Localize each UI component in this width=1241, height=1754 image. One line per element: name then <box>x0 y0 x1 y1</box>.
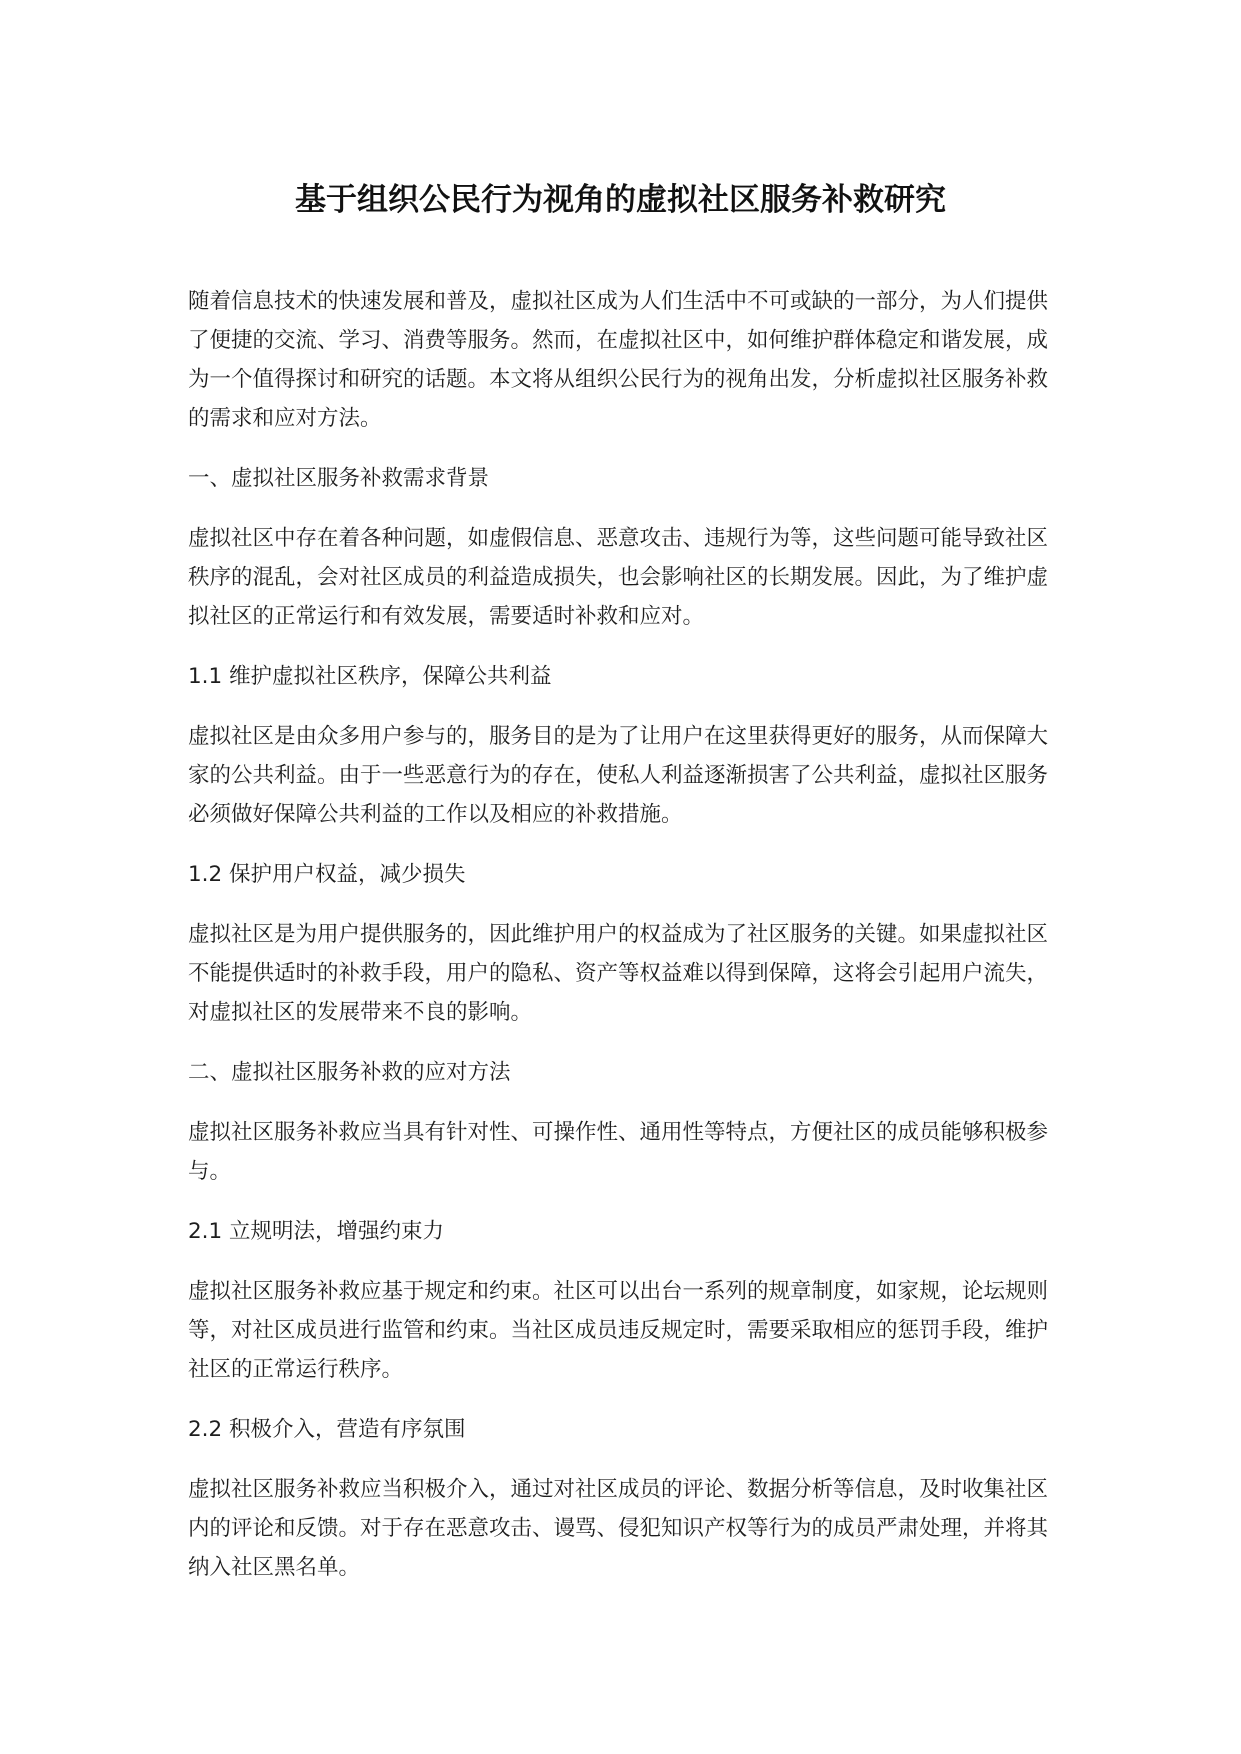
document-body <box>188 282 1058 1608</box>
paragraph-subsection-2-2: 虚拟社区服务补救应当积极介入，通过对社区成员的评论、数据分析等信息，及时收集社区内的评论和反馈。对于存在恶意攻击、谩骂、侵犯知识产权等行为的成员严肃处理，并将其纳入社区黑名单。 <box>188 1477 1049 1580</box>
paragraph-section-1: 虚拟社区中存在着各种问题，如虚假信息、恶意攻击、违规行为等，这些问题可能导致社区秩序的混乱，会对社区成员的利益造成损失，也会影响社区的长期发展。因此，为了维护虚拟社区的正常运行和有效发展，需要适时补救和应对。 <box>188 526 1049 629</box>
subsection-heading-1-1: 1.1 维护虚拟社区秩序，保障公共利益 <box>188 664 552 689</box>
subsection-heading-2-1: 2.1 立规明法，增强约束力 <box>188 1219 445 1244</box>
section-heading-2: 二、虚拟社区服务补救的应对方法 <box>188 1060 511 1085</box>
document-title: 基于组织公民行为视角的虚拟社区服务补救研究 <box>295 182 946 218</box>
section-heading-1: 一、虚拟社区服务补救需求背景 <box>188 466 490 491</box>
paragraph-subsection-1-2: 虚拟社区是为用户提供服务的，因此维护用户的权益成为了社区服务的关键。如果虚拟社区不能提供适时的补救手段，用户的隐私、资产等权益难以得到保障，这将会引起用户流失，对虚拟社区的发展带来不良的影响。 <box>188 922 1049 1025</box>
subsection-heading-2-2: 2.2 积极介入，营造有序氛围 <box>188 1417 466 1442</box>
subsection-heading-1-2: 1.2 保护用户权益，减少损失 <box>188 862 466 887</box>
paragraph-subsection-2-1: 虚拟社区服务补救应基于规定和约束。社区可以出台一系列的规章制度，如家规，论坛规则等，对社区成员进行监管和约束。当社区成员违反规定时，需要采取相应的惩罚手段，维护社区的正常运行秩序。 <box>188 1279 1049 1382</box>
paragraph-section-2: 虚拟社区服务补救应当具有针对性、可操作性、通用性等特点，方便社区的成员能够积极参与。 <box>188 1120 1049 1184</box>
paragraph-intro: 随着信息技术的快速发展和普及，虚拟社区成为人们生活中不可或缺的一部分，为人们提供了便捷的交流、学习、消费等服务。然而，在虚拟社区中，如何维护群体稳定和谐发展，成为一个值得探讨和研究的话题。本文将从组织公民行为的视角出发，分析虚拟社区服务补救的需求和应对方法。 <box>188 289 1049 431</box>
paragraph-subsection-1-1: 虚拟社区是由众多用户参与的，服务目的是为了让用户在这里获得更好的服务，从而保障大家的公共利益。由于一些恶意行为的存在，使私人利益逐渐损害了公共利益，虚拟社区服务必须做好保障公共利益的工作以及相应的补救措施。 <box>188 724 1049 827</box>
